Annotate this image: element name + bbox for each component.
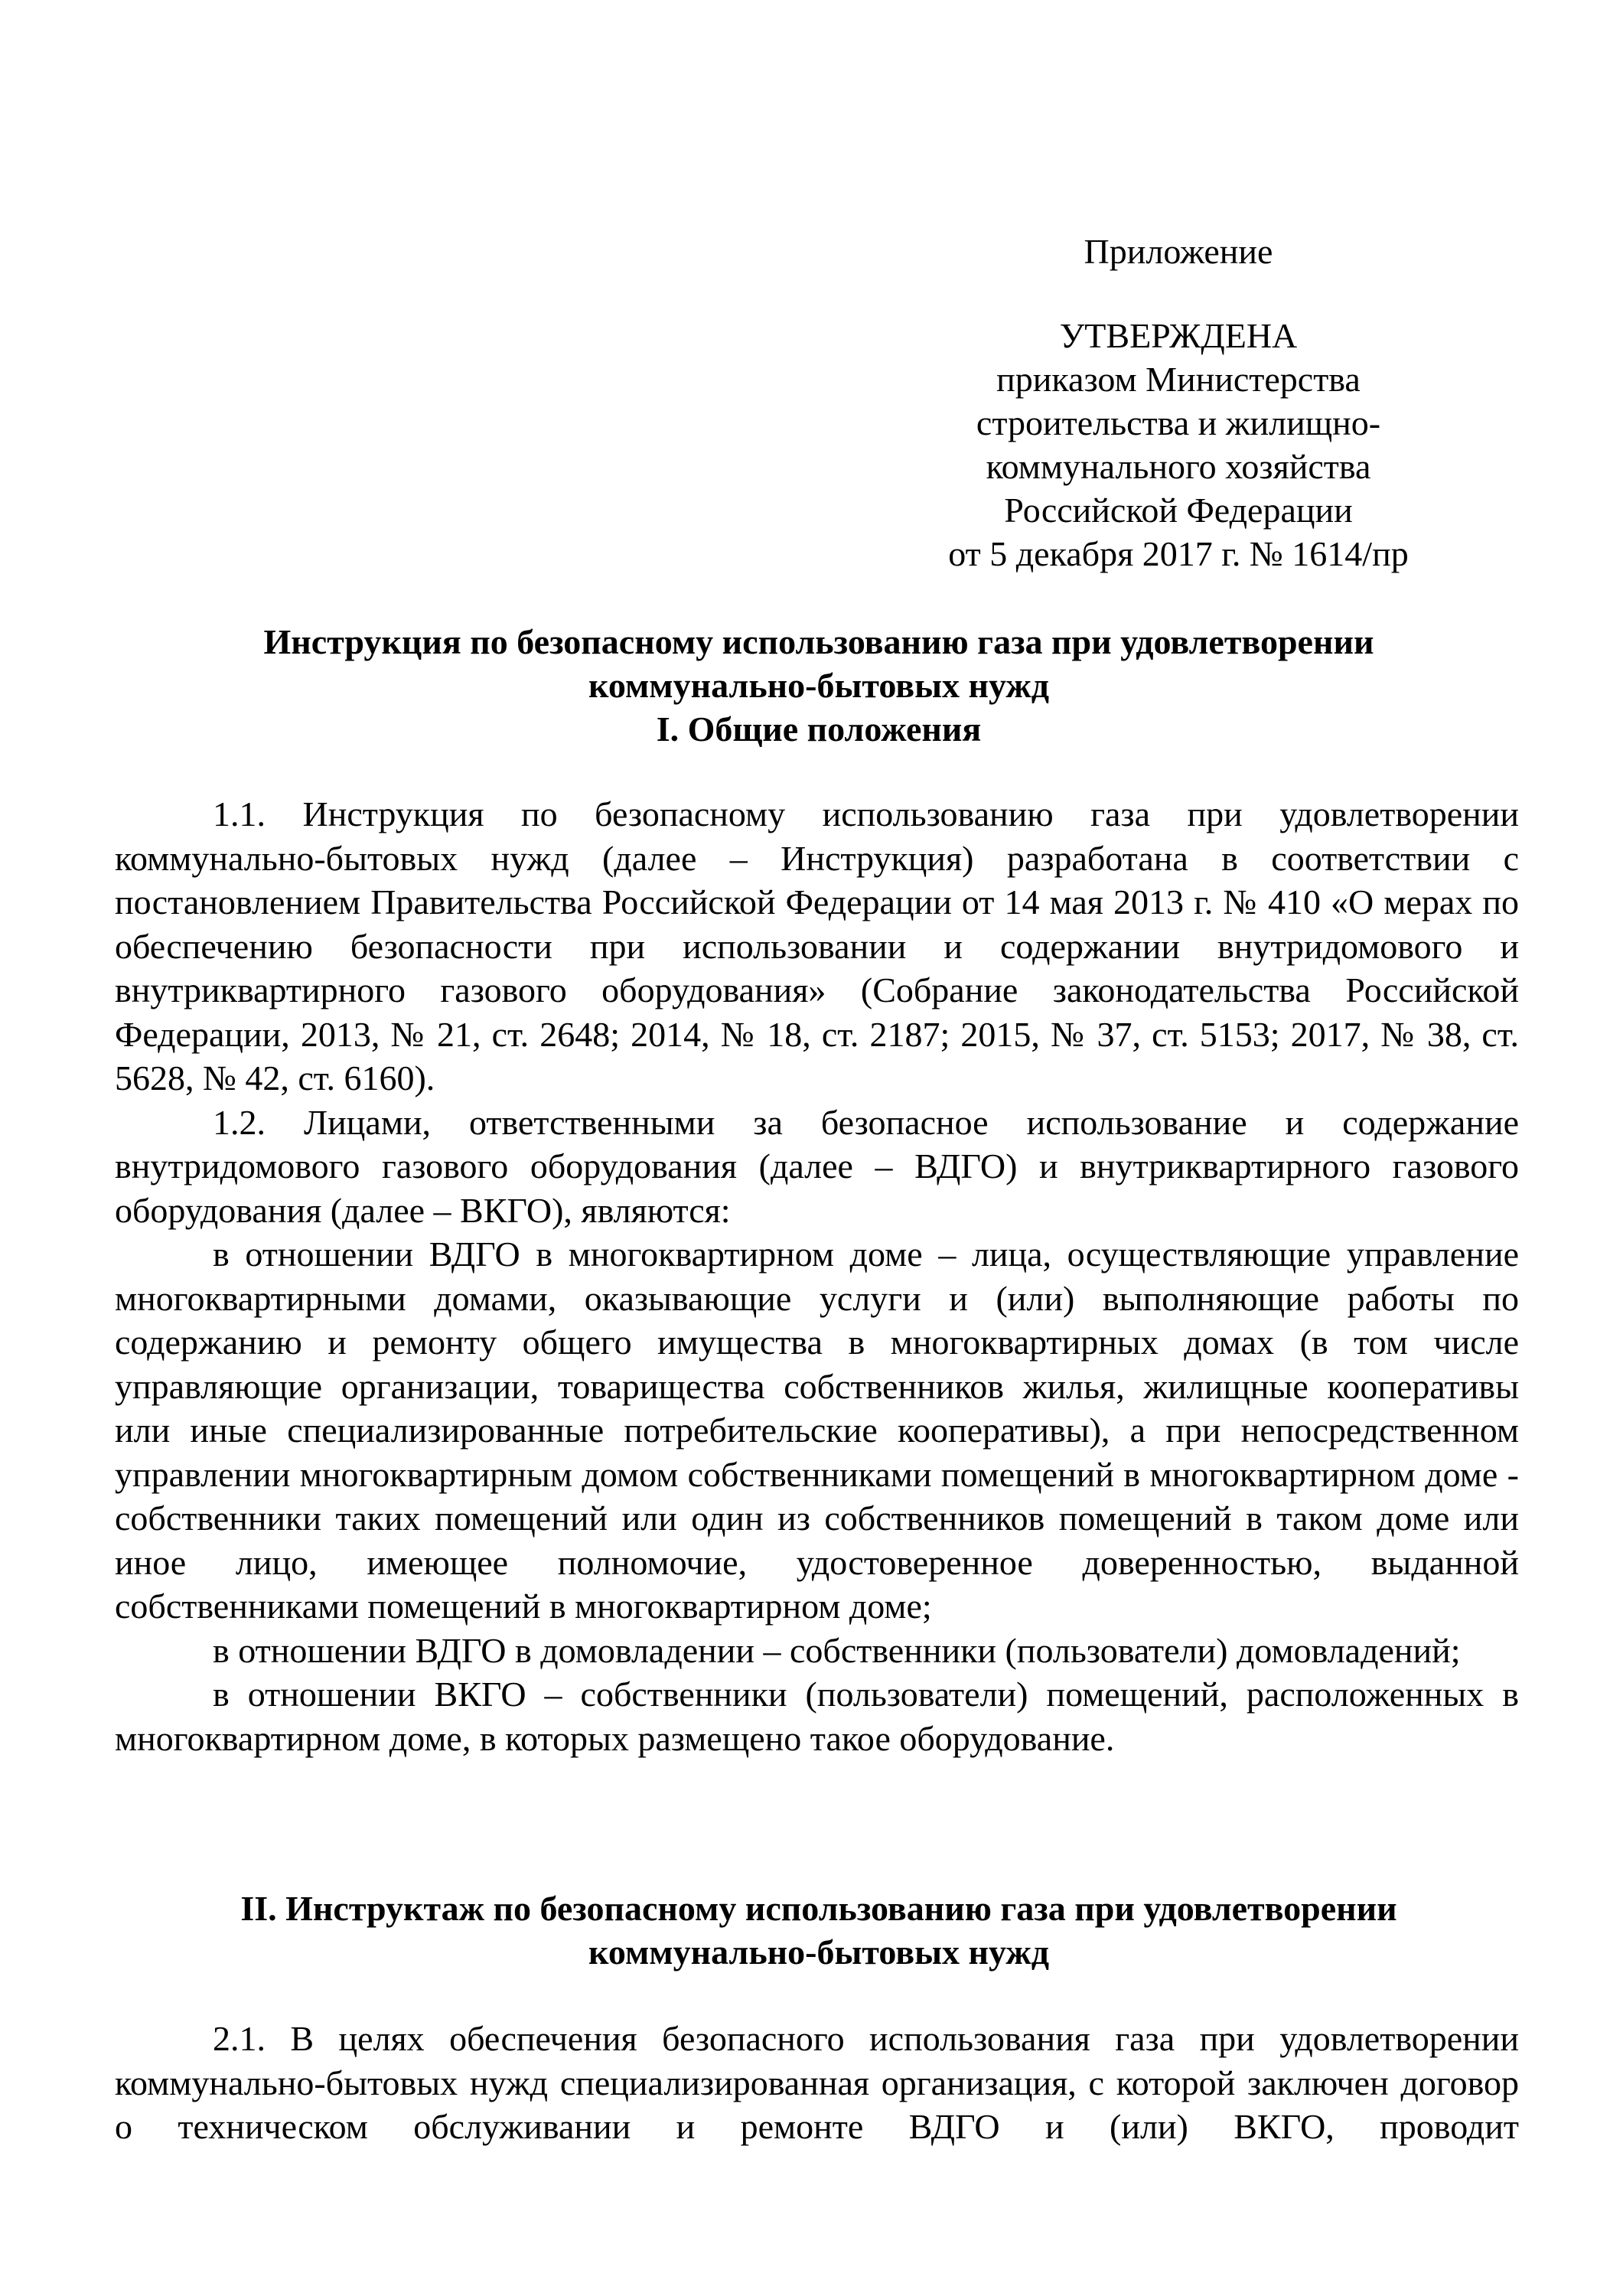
- approval-line-2: строительства и жилищно-: [976, 403, 1381, 442]
- paragraph-vkgo: в отношении ВКГО – собственники (пользователи) помещений, расположенных в многоквартирном доме, в которых размещено такое оборудование.: [115, 1675, 1519, 1758]
- paragraph-vdgo-household: в отношении ВДГО в домовладении – собственники (пользователи) домовладений;: [213, 1630, 1461, 1670]
- annex-label-block: [918, 230, 1439, 273]
- paragraph-2-1: 2.1. В целях обеспечения безопасного использования газа при удовлетворении коммунально-бытовых нужд специализированная организация, с которой заключен договор о техническом обслуживании и ремонте ВДГО и (или) ВКГО, проводит: [115, 2019, 1519, 2146]
- section-1-heading: I. Общие положения: [656, 709, 982, 748]
- approval-line-5: от 5 декабря 2017 г. № 1614/пр: [948, 534, 1409, 573]
- paragraph-vdgo-apartment: в отношении ВДГО в многоквартирном доме – лица, осуществляющие управление многоквартирными домами, оказывающие услуги и (или) выполняющие работы по содержанию и ремонту общего имущества в многоквартирных домах (в том числе управляющие организации, товарищества собственников жилья, жилищные кооперативы или иные специализированные потребительские кооперативы), а при непосредственном управлении многоквартирным домом собственниками помещений в многоквартирном доме - собственники таких помещений или один из собственников помещений в таком доме или иное лицо, имеющее полномочие, удостоверенное доверенностью, выданной собственниками помещений в многоквартирном доме;: [115, 1234, 1519, 1626]
- paragraph-1-2: 1.2. Лицами, ответственными за безопасное использование и содержание внутридомового газового оборудования (далее – ВДГО) и внутриквартирного газового оборудования (далее – ВКГО), являются:: [115, 1102, 1519, 1230]
- section-2-body: [115, 2017, 1519, 2149]
- title-line-2: коммунально-бытовых нужд: [588, 666, 1050, 705]
- title-line-1: Инструкция по безопасному использованию газа при удовлетворении: [263, 622, 1374, 661]
- section-1-body: [115, 792, 1519, 1760]
- document-title: [115, 620, 1523, 751]
- approval-line-1: приказом Министерства: [996, 360, 1361, 399]
- section-2-heading: [115, 1887, 1523, 1974]
- approval-line-3: коммунального хозяйства: [986, 447, 1371, 486]
- approval-stamp: УТВЕРЖДЕНА: [1059, 316, 1298, 355]
- approval-block: [918, 314, 1439, 576]
- approval-line-4: Российской Федерации: [1004, 491, 1353, 530]
- section-2-title-line-1: II. Инструктаж по безопасному использованию газа при удовлетворении: [240, 1889, 1397, 1928]
- annex-label: Приложение: [1084, 232, 1273, 271]
- section-2-title-line-2: коммунально-бытовых нужд: [588, 1932, 1050, 1971]
- paragraph-1-1: 1.1. Инструкция по безопасному использованию газа при удовлетворении коммунально-бытовых нужд (далее – Инструкция) разработана в соответствии с постановлением Правительства Российской Федерации от 14 мая 2013 г. № 410 «О мерах по обеспечению безопасности при использовании и содержании внутридомового и внутриквартирного газового оборудования» (Собрание законодательства Российской Федерации, 2013, № 21, ст. 2648; 2014, № 18, ст. 2187; 2015, № 37, ст. 5153; 2017, № 38, ст. 5628, № 42, ст. 6160).: [115, 794, 1519, 1097]
